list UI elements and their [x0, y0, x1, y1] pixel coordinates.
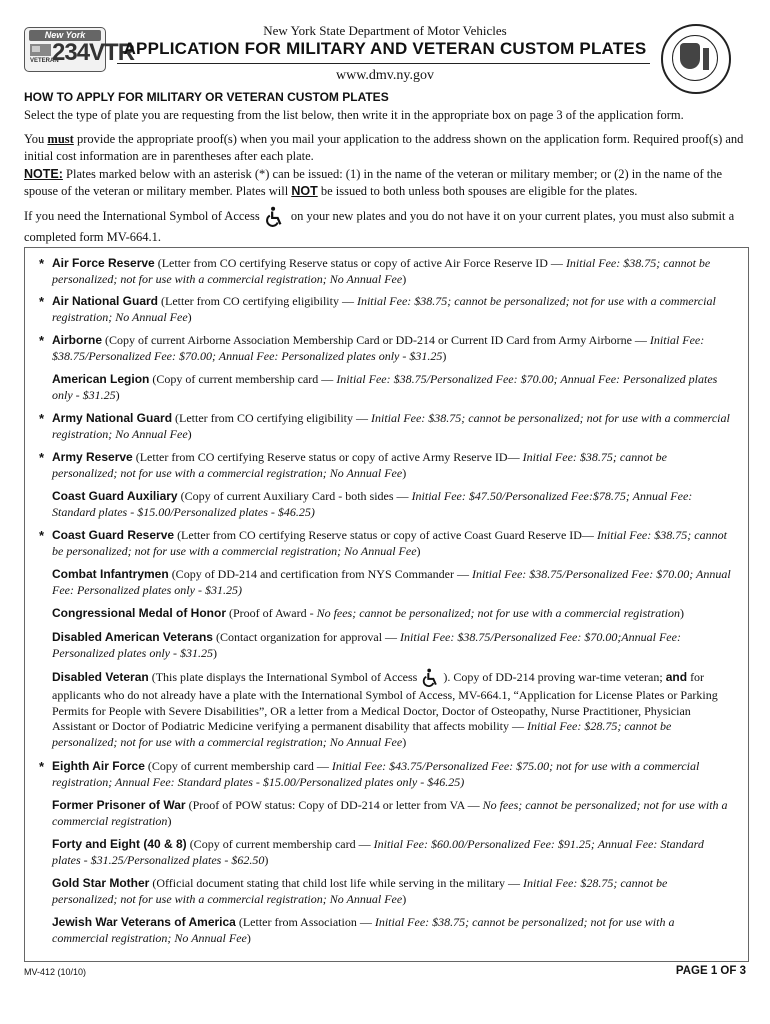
department-name: New York State Department of Motor Vehicles: [263, 23, 507, 38]
intro-paragraph: Select the type of plate you are requesting from the list below, then write it in the appropriate box on page 3 of the application form.: [24, 108, 684, 122]
form-id: MV-412 (10/10): [24, 967, 87, 977]
list-item: * Army Reserve (Letter from CO certifying Reserve status or copy of active Army Reserve ID— Initial Fee: $38.75; cannot be personalized; not for use with a commercial registration; No Annual Fee): [39, 450, 667, 480]
page-number: PAGE 1 OF 3: [675, 965, 746, 977]
plates-list-box: [24, 247, 749, 962]
list-item: American Legion (Copy of current membership card — Initial Fee: $38.75/Personalized Fee: $70.00; Annual Fee: Personalized plates only - $31.25): [52, 372, 718, 402]
list-item: * Eighth Air Force (Copy of current membership card — Initial Fee: $43.75/Personalized Fee: $75.00; not for use with a commercial registration; Annual Fee: Standard plates - $15.00/Personalized plates only - $46.25): [39, 759, 700, 789]
website-url: www.dmv.ny.gov: [336, 68, 434, 83]
list-item: Forty and Eight (40 & 8) (Copy of current membership card — Initial Fee: $60.00/Personalized Fee: $91.25; Annual Fee: Standard plates - $31.25/Personalized plates - $62.50): [52, 837, 704, 867]
list-item: * Army National Guard (Letter from CO certifying eligibility — Initial Fee: $38.75; cannot be personalized; not for use with a commercial registration; No Annual Fee): [39, 411, 730, 441]
section-heading: HOW TO APPLY FOR MILITARY OR VETERAN CUSTOM PLATES: [24, 90, 389, 104]
list-item: * Air Force Reserve (Letter from CO certifying Reserve status or copy of active Air Force Reserve ID — Initial Fee: $38.75; cannot be personalized; not for use with a commercial registration; No Annual Fee): [39, 256, 711, 286]
plate-state: New York: [29, 30, 101, 41]
list-item: Congressional Medal of Honor (Proof of Award - No fees; cannot be personalized; not for use with a commercial registration): [52, 606, 684, 620]
wheelchair-icon: [420, 668, 440, 688]
list-item: Disabled Veteran (This plate displays the International Symbol of Access ). Copy of DD-214 proving war-time veteran; and for applicants who do not already have a plate with the International Symbol of Access, MV-664.1, “Application for License Plates or Parking Permits for People with Severe Disabilities”, OR a letter from a Medical Doctor, Doctor of Osteopathy, Nurse Practitioner, Physician Assistant or Doctor of Podiatric Medicine verifying a permanent disability that affects mobility — Initial Fee: $28.75; cannot be personalized; not for use with a commercial registration; No Annual Fee): [52, 669, 718, 749]
list-item: Former Prisoner of War (Proof of POW status: Copy of DD-214 or letter from VA — No fees; cannot be personalized; not for use with a commercial registration): [52, 798, 728, 828]
note-paragraph: NOTE: Plates marked below with an asterisk (*) can be issued: (1) in the name of the veteran or military member; or (2) in the name of the spouse of the veteran or military member. Plates will NOT be issued to both unless both spouses are eligible for the plates.: [24, 167, 723, 198]
wheelchair-icon: [263, 206, 285, 228]
list-item: Gold Star Mother (Official document stating that child lost life while serving in the military — Initial Fee: $28.75; cannot be personalized; not for use with a commercial registration; No Annual Fee): [52, 876, 668, 906]
title-rule: [117, 63, 650, 64]
list-item: * Coast Guard Reserve (Letter from CO certifying Reserve status or copy of active Coast Guard Reserve ID— Initial Fee: $38.75; cannot be personalized; not for use with a commercial registration; No Annual Fee): [39, 528, 727, 558]
plate-number: 234VTR: [52, 39, 135, 66]
access-paragraph: If you need the International Symbol of Access on your new plates and you do not have it on your current plates, you must also submit a completed form MV-664.1.: [24, 206, 750, 247]
list-item: * Airborne (Copy of current Airborne Association Membership Card or DD-214 or Current ID Card from Army Airborne — Initial Fee: $38.75/Personalized Fee: $70.00; Annual Fee: Personalized plates only - $31.25): [39, 333, 705, 363]
list-item: * Air National Guard (Letter from CO certifying eligibility — Initial Fee: $38.75; cannot be personalized; not for use with a commercial registration; No Annual Fee): [39, 294, 716, 324]
flag-icon: [30, 44, 51, 56]
list-item: Combat Infantrymen (Copy of DD-214 and certification from NYS Commander — Initial Fee: $38.75/Personalized Fee: $70.00; Annual Fee: Personalized plates only - $31.25): [52, 567, 731, 597]
list-item: Jewish War Veterans of America (Letter from Association — Initial Fee: $38.75; cannot be personalized; not for use with a commercial registration; No Annual Fee): [52, 915, 675, 945]
plate-tag: VETERAN: [30, 58, 59, 64]
proof-paragraph: You must provide the appropriate proof(s) when you mail your application to the address shown on the application form. Required proof(s) and initial cost information are in parentheses after each plate.: [24, 132, 744, 163]
state-seal-icon: [661, 24, 731, 94]
page-title: APPLICATION FOR MILITARY AND VETERAN CUSTOM PLATES: [123, 39, 647, 58]
list-item: Coast Guard Auxiliary (Copy of current Auxiliary Card - both sides — Initial Fee: $47.50/Personalized Fee:$78.75; Annual Fee: Standard plates - $15.00/Personalized plates - $46.25): [52, 489, 693, 519]
list-item: Disabled American Veterans (Contact organization for approval — Initial Fee: $38.75/Personalized Fee: $70.00;Annual Fee: Personalized plates only - $31.25): [52, 630, 681, 660]
